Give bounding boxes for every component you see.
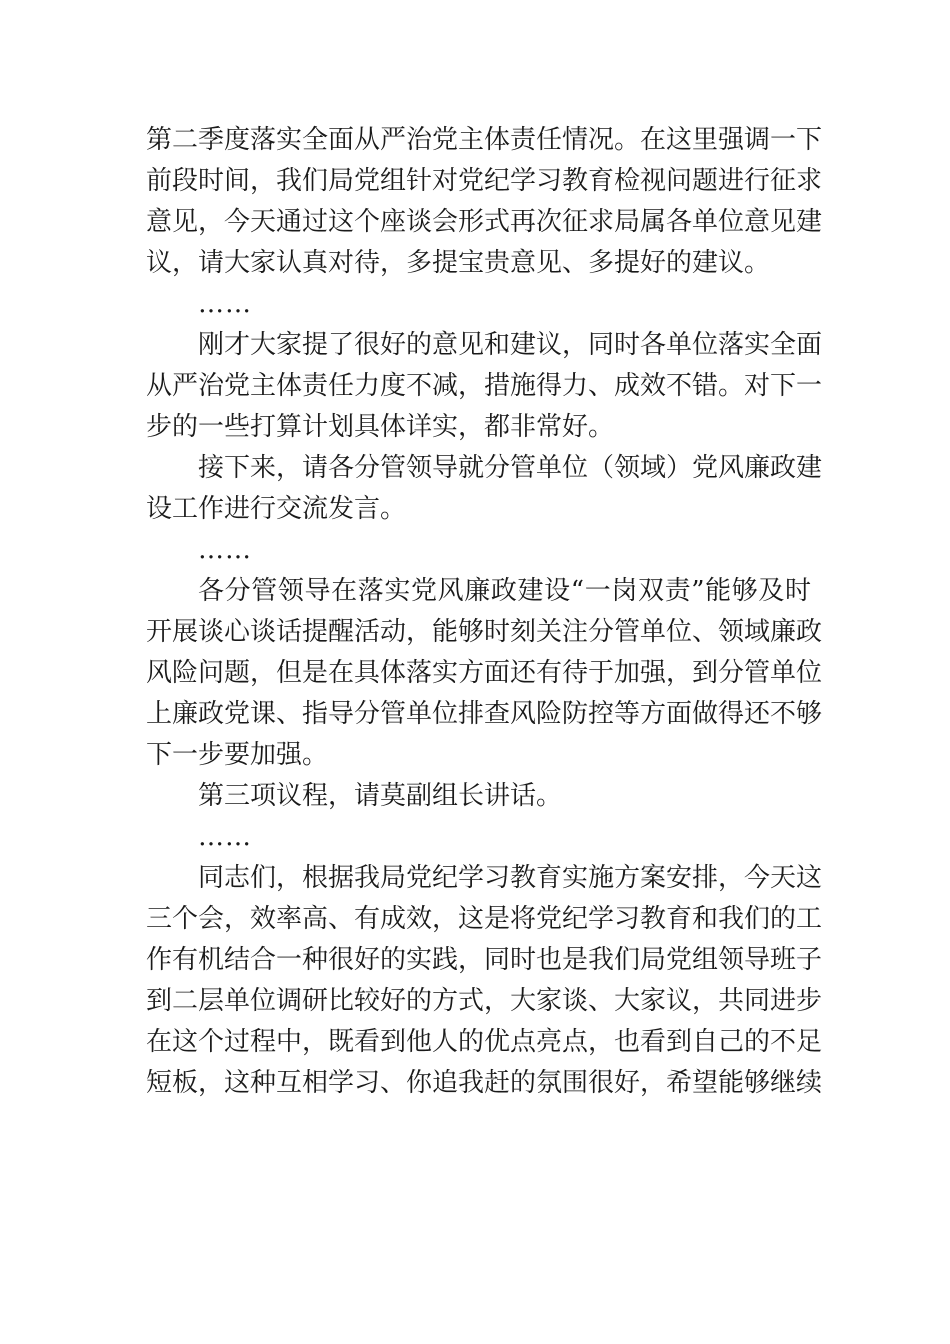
paragraph	[146, 776, 811, 817]
ellipsis-line	[146, 817, 811, 858]
paragraph	[146, 448, 823, 530]
text-line: 下一步要加强。	[146, 740, 329, 770]
text-line: 第三项议程，请莫副组长讲话。	[198, 781, 563, 811]
document-page	[146, 120, 823, 1104]
text-line: 接下来，请各分管领导就分管单位（领域）党风廉政建	[198, 453, 823, 483]
text-line: 第二季度落实全面从严治党主体责任情况。在这里强调一下	[146, 125, 823, 155]
text-line: 同志们，根据我局党纪学习教育实施方案安排，今天这	[198, 863, 823, 893]
text-line: 议，请大家认真对待，多提宝贵意见、多提好的建议。	[146, 248, 771, 278]
ellipsis-line	[146, 284, 811, 325]
ellipsis: ……	[198, 289, 252, 319]
ellipsis: ……	[198, 535, 252, 565]
text-line: 刚才大家提了很好的意见和建议，同时各单位落实全面	[198, 330, 823, 360]
ellipsis-line	[146, 530, 811, 571]
text-line: 到二层单位调研比较好的方式，大家谈、大家议，共同进步	[146, 986, 823, 1016]
text-line: 设工作进行交流发言。	[146, 494, 407, 524]
ellipsis: ……	[198, 822, 252, 852]
text-line: 在这个过程中，既看到他人的优点亮点，也看到自己的不足	[146, 1027, 823, 1057]
text-line: 各分管领导在落实党风廉政建设“一岗双责”能够及时	[198, 576, 811, 606]
text-line: 开展谈心谈话提醒活动，能够时刻关注分管单位、领域廉政	[146, 617, 823, 647]
text-line: 从严治党主体责任力度不减，措施得力、成效不错。对下一	[146, 371, 823, 401]
text-line: 短板，这种互相学习、你追我赶的氛围很好，希望能够继续	[146, 1068, 823, 1098]
paragraph	[146, 120, 823, 284]
text-line: 三个会，效率高、有成效，这是将党纪学习教育和我们的工	[146, 904, 823, 934]
text-line: 上廉政党课、指导分管单位排查风险防控等方面做得还不够	[146, 699, 823, 729]
text-line: 前段时间，我们局党组针对党纪学习教育检视问题进行征求	[146, 166, 823, 196]
text-line: 意见，今天通过这个座谈会形式再次征求局属各单位意见建	[146, 207, 823, 237]
paragraph	[146, 858, 823, 1104]
text-line: 作有机结合一种很好的实践，同时也是我们局党组领导班子	[146, 945, 823, 975]
paragraph	[146, 571, 823, 776]
text-line: 风险问题，但是在具体落实方面还有待于加强，到分管单位	[146, 658, 823, 688]
text-line: 步的一些打算计划具体详实，都非常好。	[146, 412, 615, 442]
paragraph	[146, 325, 823, 448]
